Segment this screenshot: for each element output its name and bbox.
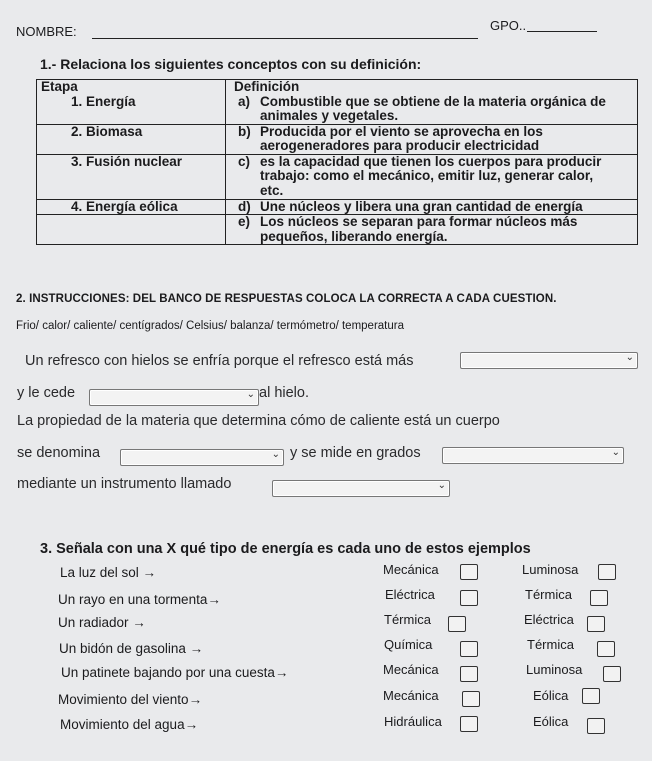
chevron-down-icon: ⌄	[625, 352, 634, 363]
table-row	[37, 80, 638, 125]
q2-sentence-5: mediante un instrumento llamado	[17, 476, 232, 492]
table-row	[37, 215, 638, 245]
option-label: Química	[384, 637, 433, 652]
q3-title: 3. Señala con una X qué tipo de energía es cada uno de estos ejemplos	[40, 541, 531, 557]
example-label: Un bidón de gasolina →	[59, 641, 204, 656]
energy-checkbox[interactable]	[460, 666, 478, 682]
stage-name: Energía	[86, 93, 136, 109]
answer-dropdown-5[interactable]	[272, 480, 450, 497]
answer-dropdown-2[interactable]	[89, 389, 259, 406]
energy-checkbox[interactable]	[460, 564, 478, 580]
q2-sentence-2a: y le cede	[17, 385, 76, 401]
example-label: Un patinete bajando por una cuesta→	[61, 665, 289, 680]
example-label: La luz del sol →	[60, 565, 157, 580]
energy-checkbox[interactable]	[448, 616, 466, 632]
option-label: Eléctrica	[524, 612, 574, 627]
q2-sentence-3: La propiedad de la materia que determina cómo de caliente está un cuerpo	[17, 413, 500, 429]
q2-sentence-2b: al hielo.	[259, 385, 309, 401]
example-label: Un rayo en una tormenta→	[58, 592, 221, 607]
group-label: GPO..	[490, 18, 527, 33]
energy-checkbox[interactable]	[598, 564, 616, 580]
def-letter: a)	[238, 93, 251, 109]
stage-num: 2.	[71, 123, 83, 139]
energy-checkbox[interactable]	[462, 691, 480, 707]
def-letter: d)	[238, 198, 251, 214]
option-label: Eléctrica	[385, 587, 435, 602]
q2-title: 2. INSTRUCCIONES: DEL BANCO DE RESPUESTAS COLOCA LA CORRECTA A CADA CUESTION.	[16, 293, 557, 305]
example-label: Movimiento del agua→	[60, 717, 199, 732]
example-label: Movimiento del viento→	[58, 692, 203, 707]
stage-num: 3.	[71, 153, 83, 169]
def-letter: b)	[238, 123, 251, 139]
name-label: NOMBRE:	[16, 24, 77, 39]
energy-checkbox[interactable]	[460, 641, 478, 657]
stage-num: 4.	[71, 198, 83, 214]
example-label: Un radiador →	[58, 615, 146, 630]
option-label: Térmica	[527, 637, 574, 652]
def-letter: c)	[238, 153, 251, 169]
option-label: Hidráulica	[384, 714, 442, 729]
stage-num: 1.	[71, 93, 83, 109]
q2-sentence-1: Un refresco con hielos se enfría porque el refresco está más	[25, 353, 414, 369]
energy-checkbox[interactable]	[590, 590, 608, 606]
def-text: Producida por el viento se aprovecha en los aerogeneradores para producir electricidad	[260, 123, 543, 153]
q2-sentence-4b: y se mide en grados	[290, 445, 421, 461]
energy-checkbox[interactable]	[460, 590, 478, 606]
stage-name: Fusión nuclear	[86, 153, 183, 169]
def-letter: e)	[238, 214, 251, 229]
def-text: Une núcleos y libera una gran cantidad de energía	[260, 198, 583, 214]
chevron-down-icon: ⌄	[611, 447, 620, 458]
answer-dropdown-1[interactable]	[460, 352, 638, 369]
answer-dropdown-4[interactable]	[442, 447, 624, 464]
col-stage-header: Etapa	[41, 79, 78, 94]
q2-sentence-4a: se denomina	[17, 445, 101, 461]
answer-bank: Frio/ calor/ caliente/ centígrados/ Celsius/ balanza/ termómetro/ temperatura	[16, 320, 404, 332]
energy-checkbox[interactable]	[587, 616, 605, 632]
option-label: Eólica	[533, 688, 569, 703]
energy-checkbox[interactable]	[603, 666, 621, 682]
relation-table	[36, 79, 638, 245]
option-label: Térmica	[384, 612, 431, 627]
chevron-down-icon: ⌄	[246, 389, 255, 400]
name-line[interactable]	[92, 38, 478, 39]
def-text: es la capacidad que tienen los cuerpos para producir trabajo: como el mecánico, emitir luz, generar calor, etc.	[260, 153, 602, 198]
energy-checkbox[interactable]	[587, 718, 605, 734]
answer-dropdown-3[interactable]	[120, 449, 284, 466]
option-label: Eólica	[533, 714, 569, 729]
group-line[interactable]	[527, 31, 597, 32]
table-row	[37, 199, 638, 215]
def-text: Combustible que se obtiene de la materia orgánica de animales y vegetales.	[260, 93, 606, 123]
option-label: Mecánica	[383, 688, 439, 703]
q1-title: 1.- Relaciona los siguientes conceptos con su definición:	[40, 56, 422, 72]
def-text: Los núcleos se separan para formar núcleos más pequeños, liberando energía.	[260, 214, 578, 244]
col-def-header: Definición	[234, 79, 300, 94]
stage-name: Energía eólica	[86, 198, 178, 214]
energy-checkbox[interactable]	[597, 641, 615, 657]
table-row	[37, 154, 638, 199]
option-label: Mecánica	[383, 562, 439, 577]
energy-checkbox[interactable]	[460, 716, 478, 732]
option-label: Luminosa	[522, 562, 579, 577]
table-row	[37, 124, 638, 154]
chevron-down-icon: ⌄	[271, 449, 280, 460]
option-label: Luminosa	[526, 662, 583, 677]
option-label: Mecánica	[383, 662, 439, 677]
chevron-down-icon: ⌄	[437, 480, 446, 491]
option-label: Térmica	[525, 587, 572, 602]
stage-name: Biomasa	[86, 123, 143, 139]
energy-checkbox[interactable]	[582, 688, 600, 704]
